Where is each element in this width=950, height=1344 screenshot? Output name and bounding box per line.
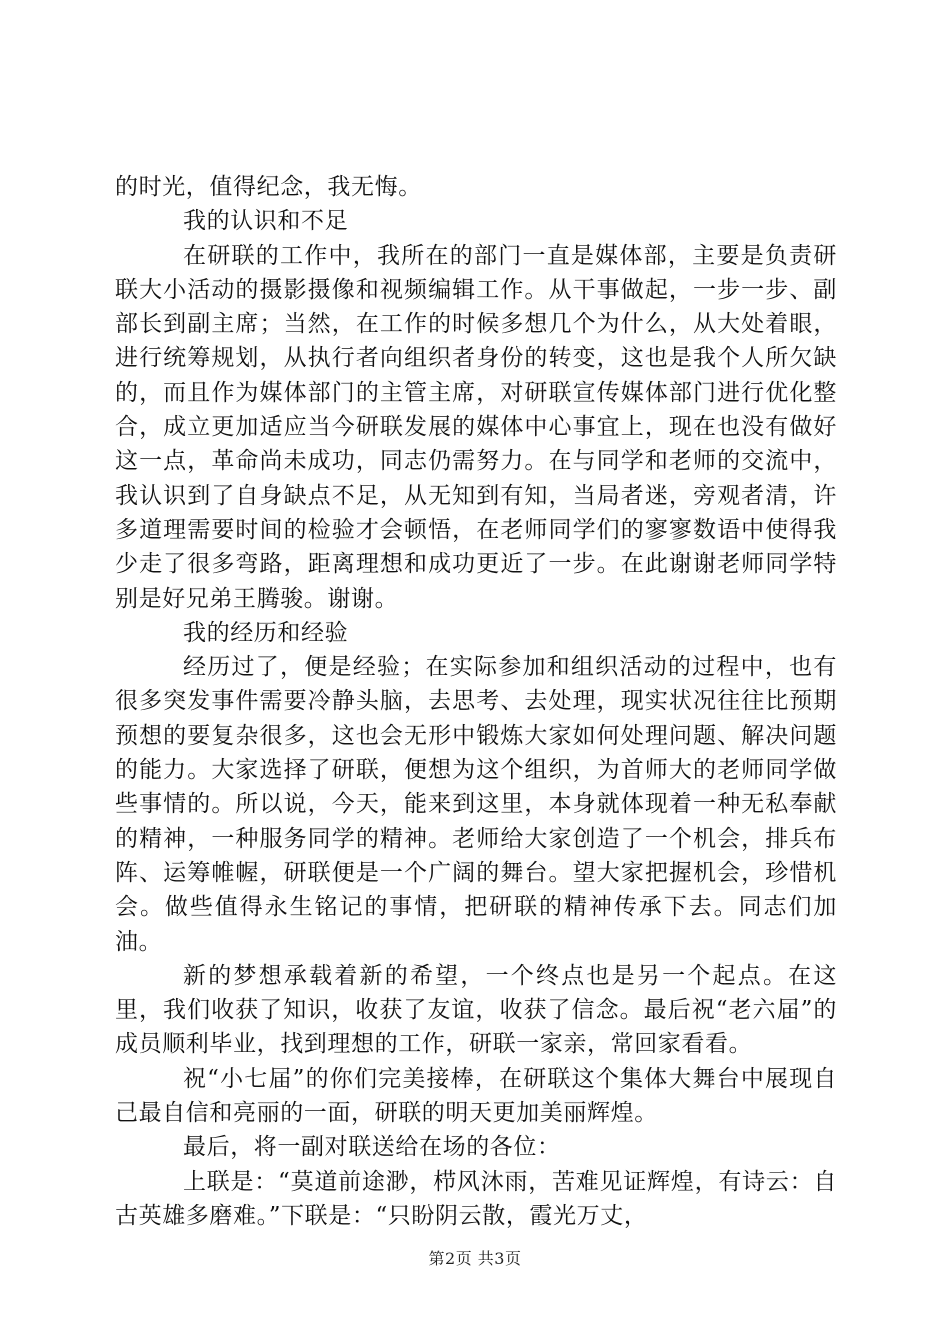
- paragraph-couplet-intro: 最后，将一副对联送给在场的各位：: [183, 1134, 561, 1161]
- paragraph-continuation: 的时光，值得纪念，我无悔。: [115, 174, 422, 200]
- paragraph-understanding: 在研联的工作中，我所在的部门一直是媒体部，主要是负责研联大小活动的摄影摄像和视频编辑工作。从干事做起，一步一步、副部长到副主席；当然，在工作的时候多想几个为什么，从大处着眼，进行统筹规划，从执行者向组织者身份的转变，这也是我个人所欠缺的，而且作为媒体部门的主管主席，对研联宣传媒体部门进行优化整合，成立更加适应当今研联发展的媒体中心事宜上，现在也没有做好这一点，革命尚未成功，同志仍需努力。在与同学和老师的交流中，我认识到了自身缺点不足，从无知到有知，当局者迷，旁观者清，许多道理需要时间的检验才会顿悟，在老师同学们的寥寥数语中使得我少走了很多弯路，距离理想和成功更近了一步。在此谢谢老师同学特别是好兄弟王腾骏。谢谢。: [115, 242, 837, 612]
- section-heading-experience: 我的经历和经验: [183, 619, 349, 646]
- paragraph-experience: 经历过了，便是经验；在实际参加和组织活动的过程中，也有很多突发事件需要冷静头脑，去思考、去处理，现实状况往往比预期预想的要复杂很多，这也会无形中锻炼大家如何处理问题、解决问题的能力。大家选择了研联，便想为这个组织，为首师大的老师同学做些事情的。所以说，今天，能来到这里，本身就体现着一种无私奉献的精神，一种服务同学的精神。老师给大家创造了一个机会，排兵布阵、运筹帷幄，研联便是一个广阔的舞台。望大家把握机会，珍惜机会。做些值得永生铭记的事情，把研联的精神传承下去。同志们加油。: [115, 654, 837, 955]
- paragraph-seventh-class: 祝“小七届”的你们完美接棒，在研联这个集体大舞台中展现自己最自信和亮丽的一面，研联的明天更加美丽辉煌。: [115, 1065, 837, 1127]
- paragraph-new-dream: 新的梦想承载着新的希望，一个终点也是另一个起点。在这里，我们收获了知识，收获了友谊，收获了信念。最后祝“老六届”的成员顺利毕业，找到理想的工作，研联一家亲，常回家看看。: [115, 962, 837, 1058]
- document-body: [115, 170, 837, 1233]
- page-number-footer: 第2页 共3页: [428, 1249, 522, 1268]
- section-heading-understanding: 我的认识和不足: [183, 208, 349, 235]
- paragraph-couplet: 上联是：“莫道前途渺，栉风沐雨，苦难见证辉煌，有诗云：自古英雄多磨难。”下联是：“只盼阴云散，霞光万丈，: [115, 1168, 837, 1229]
